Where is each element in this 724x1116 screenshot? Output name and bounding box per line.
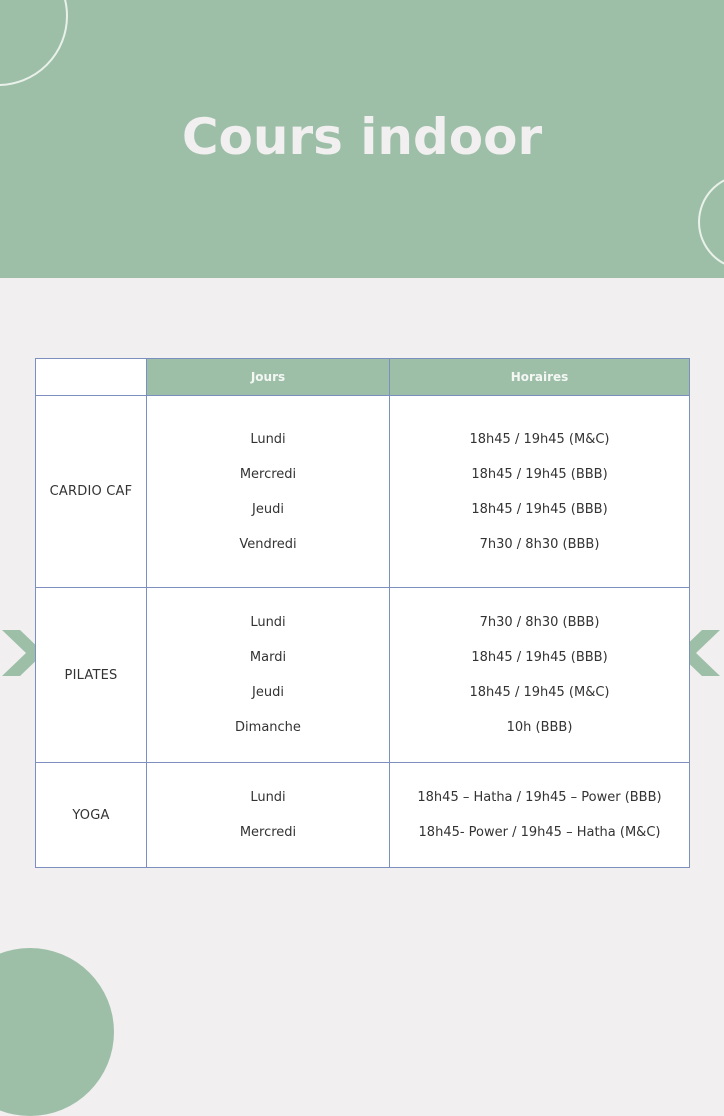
table-row-yoga bbox=[36, 763, 690, 868]
header-cell-empty bbox=[36, 359, 147, 396]
time-item: 18h45 / 19h45 (BBB) bbox=[471, 466, 608, 482]
time-item: 18h45 / 19h45 (BBB) bbox=[471, 501, 608, 517]
time-item: 18h45 – Hatha / 19h45 – Power (BBB) bbox=[417, 790, 662, 805]
time-item: 7h30 / 8h30 (BBB) bbox=[479, 615, 600, 630]
time-item: 18h45- Power / 19h45 – Hatha (M&C) bbox=[418, 825, 661, 840]
decorative-ring-top-left bbox=[0, 0, 68, 86]
day-item: Mercredi bbox=[239, 466, 297, 482]
page-title: Cours indoor bbox=[181, 108, 543, 166]
time-item: 18h45 / 19h45 (M&C) bbox=[469, 431, 610, 447]
days-cell bbox=[147, 763, 390, 868]
decorative-circle-bottom-left bbox=[0, 948, 114, 1116]
table-header-row bbox=[36, 359, 690, 396]
header-cell-jours: Jours bbox=[147, 359, 390, 396]
times-cell bbox=[390, 763, 690, 868]
day-item: Mercredi bbox=[239, 825, 297, 840]
schedule-table bbox=[35, 358, 690, 868]
header-cell-horaires: Horaires bbox=[390, 359, 690, 396]
course-name: YOGA bbox=[36, 763, 147, 868]
day-item: Mardi bbox=[249, 650, 287, 665]
day-item: Dimanche bbox=[235, 720, 301, 735]
day-item: Lundi bbox=[250, 615, 286, 630]
times-cell bbox=[390, 396, 690, 588]
time-item: 10h (BBB) bbox=[506, 720, 573, 735]
time-item: 7h30 / 8h30 (BBB) bbox=[479, 536, 600, 552]
decorative-ring-right bbox=[698, 174, 724, 270]
table-row-cardio bbox=[36, 396, 690, 588]
day-item: Jeudi bbox=[252, 685, 284, 700]
times-cell bbox=[390, 588, 690, 763]
day-item: Lundi bbox=[250, 431, 286, 447]
table-row-pilates bbox=[36, 588, 690, 763]
course-name: CARDIO CAF bbox=[36, 396, 147, 588]
day-item: Vendredi bbox=[239, 536, 297, 552]
course-name: PILATES bbox=[36, 588, 147, 763]
days-cell bbox=[147, 588, 390, 763]
day-item: Jeudi bbox=[252, 501, 284, 517]
days-cell bbox=[147, 396, 390, 588]
time-item: 18h45 / 19h45 (M&C) bbox=[469, 685, 610, 700]
header-banner bbox=[0, 0, 724, 278]
time-item: 18h45 / 19h45 (BBB) bbox=[471, 650, 608, 665]
day-item: Lundi bbox=[250, 790, 286, 805]
